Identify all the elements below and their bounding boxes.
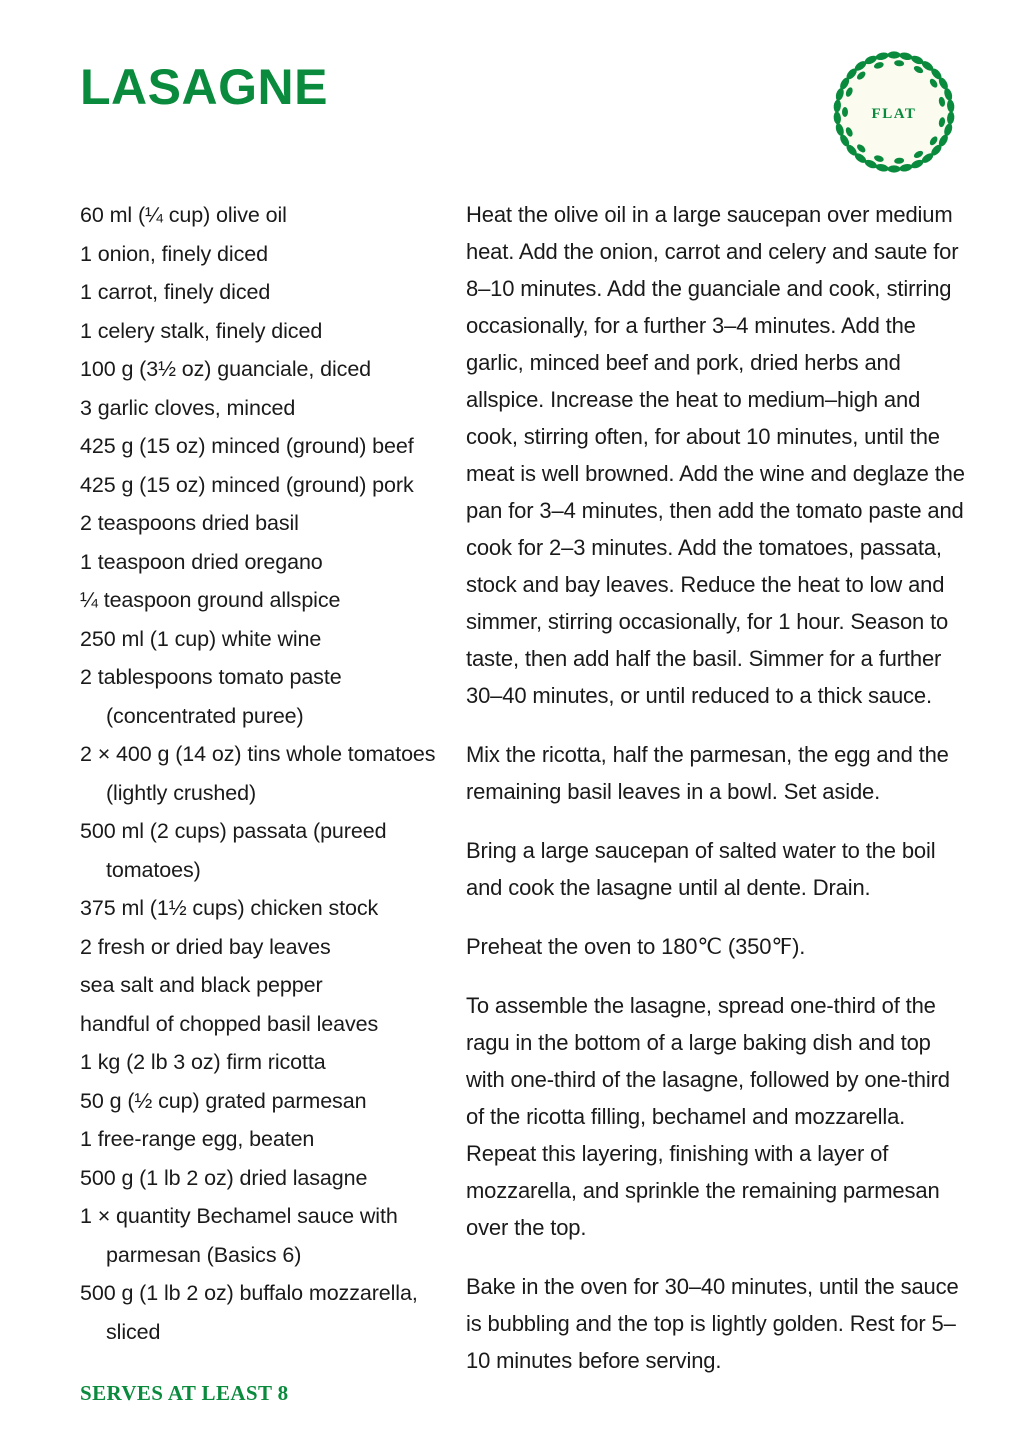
list-item: 1 onion, finely diced: [80, 241, 268, 266]
list-item: 2 teaspoons dried basil: [80, 511, 299, 535]
list-item: 1 celery stalk, finely diced: [80, 318, 323, 343]
list-item: 3 garlic cloves, minced: [80, 395, 296, 420]
ingredients-list: [80, 196, 450, 1351]
list-item: handful of chopped basil leaves: [80, 1011, 379, 1036]
method-paragraph: Bring a large saucepan of salted water to the boil and cook the lasagne until al dente. Drain.: [466, 838, 936, 900]
list-item: 1 carrot, finely diced: [80, 280, 271, 304]
method-paragraph: Heat the olive oil in a large saucepan over medium heat. Add the onion, carrot and celery and saute for 8–10 minutes. Add the guanciale and cook, stirring occasionally, for a further 3–4 minutes. Add the garlic, minced beef and pork, dried herbs and allspice. Increase the heat to medium–high and cook, stirring often, for about 10 minutes, until the meat is well browned. Add the wine and deglaze the pan for 3–4 minutes, then add the tomato paste and cook for 2–3 minutes. Add the tomatoes, passata, stock and bay leaves. Reduce the heat to low and simmer, stirring occasionally, for 1 hour. Season to taste, then add half the basil. Simmer for a further 30–40 minutes, or until reduced to a thick sauce.: [466, 202, 965, 708]
method-paragraph: To assemble the lasagne, spread one-third of the ragu in the bottom of a large baking dish and top with one-third of the lasagne, followed by one-third of the ricotta filling, bechamel and mozzarella. Repeat this layering, finishing with a layer of mozzarella, and sprinkle the remaining parmesan over the top.: [466, 993, 950, 1240]
list-item: sea salt and black pepper: [80, 973, 323, 997]
list-item: 375 ml (1½ cups) chicken stock: [80, 896, 379, 920]
method-paragraph: Preheat the oven to 180℃ (350℉).: [466, 934, 806, 959]
method-paragraph: Mix the ricotta, half the parmesan, the egg and the remaining basil leaves in a bowl. Set aside.: [466, 742, 949, 804]
ingredients-column: [80, 196, 450, 1406]
list-item: 1 × quantity Bechamel sauce with parmesan (Basics 6): [80, 1204, 398, 1267]
list-item: 50 g (½ cup) grated parmesan: [80, 1088, 367, 1113]
list-item: 1 teaspoon dried oregano: [80, 549, 323, 574]
list-item: 1 free-range egg, beaten: [80, 1127, 315, 1151]
flat-badge: [830, 48, 958, 176]
method-paragraph: Bake in the oven for 30–40 minutes, until the sauce is bubbling and the top is lightly golden. Rest for 5–10 minutes before serving.: [466, 1274, 959, 1373]
list-item: 2 tablespoons tomato paste (concentrated puree): [80, 665, 342, 728]
list-item: 500 g (1 lb 2 oz) buffalo mozzarella, sliced: [80, 1281, 418, 1344]
page-title: LASAGNE: [80, 59, 328, 115]
list-item: 425 g (15 oz) minced (ground) pork: [80, 472, 414, 497]
list-item: 250 ml (1 cup) white wine: [80, 626, 322, 651]
list-item: 60 ml (¼ cup) olive oil: [80, 203, 287, 227]
list-item: 425 g (15 oz) minced (ground) beef: [80, 434, 414, 458]
list-item: 500 g (1 lb 2 oz) dried lasagne: [80, 1165, 368, 1190]
list-item: 100 g (3½ oz) guanciale, diced: [80, 357, 372, 381]
list-item: ¼ teaspoon ground allspice: [80, 588, 341, 612]
list-item: 2 fresh or dried bay leaves: [80, 934, 331, 959]
serves-label: SERVES AT LEAST 8: [80, 1381, 289, 1405]
method-column: [466, 196, 966, 1379]
badge-label: FLAT: [871, 106, 917, 122]
list-item: 2 × 400 g (14 oz) tins whole tomatoes (lightly crushed): [80, 742, 436, 805]
list-item: 1 kg (2 lb 3 oz) firm ricotta: [80, 1050, 326, 1074]
list-item: 500 ml (2 cups) passata (pureed tomatoes): [80, 819, 387, 882]
